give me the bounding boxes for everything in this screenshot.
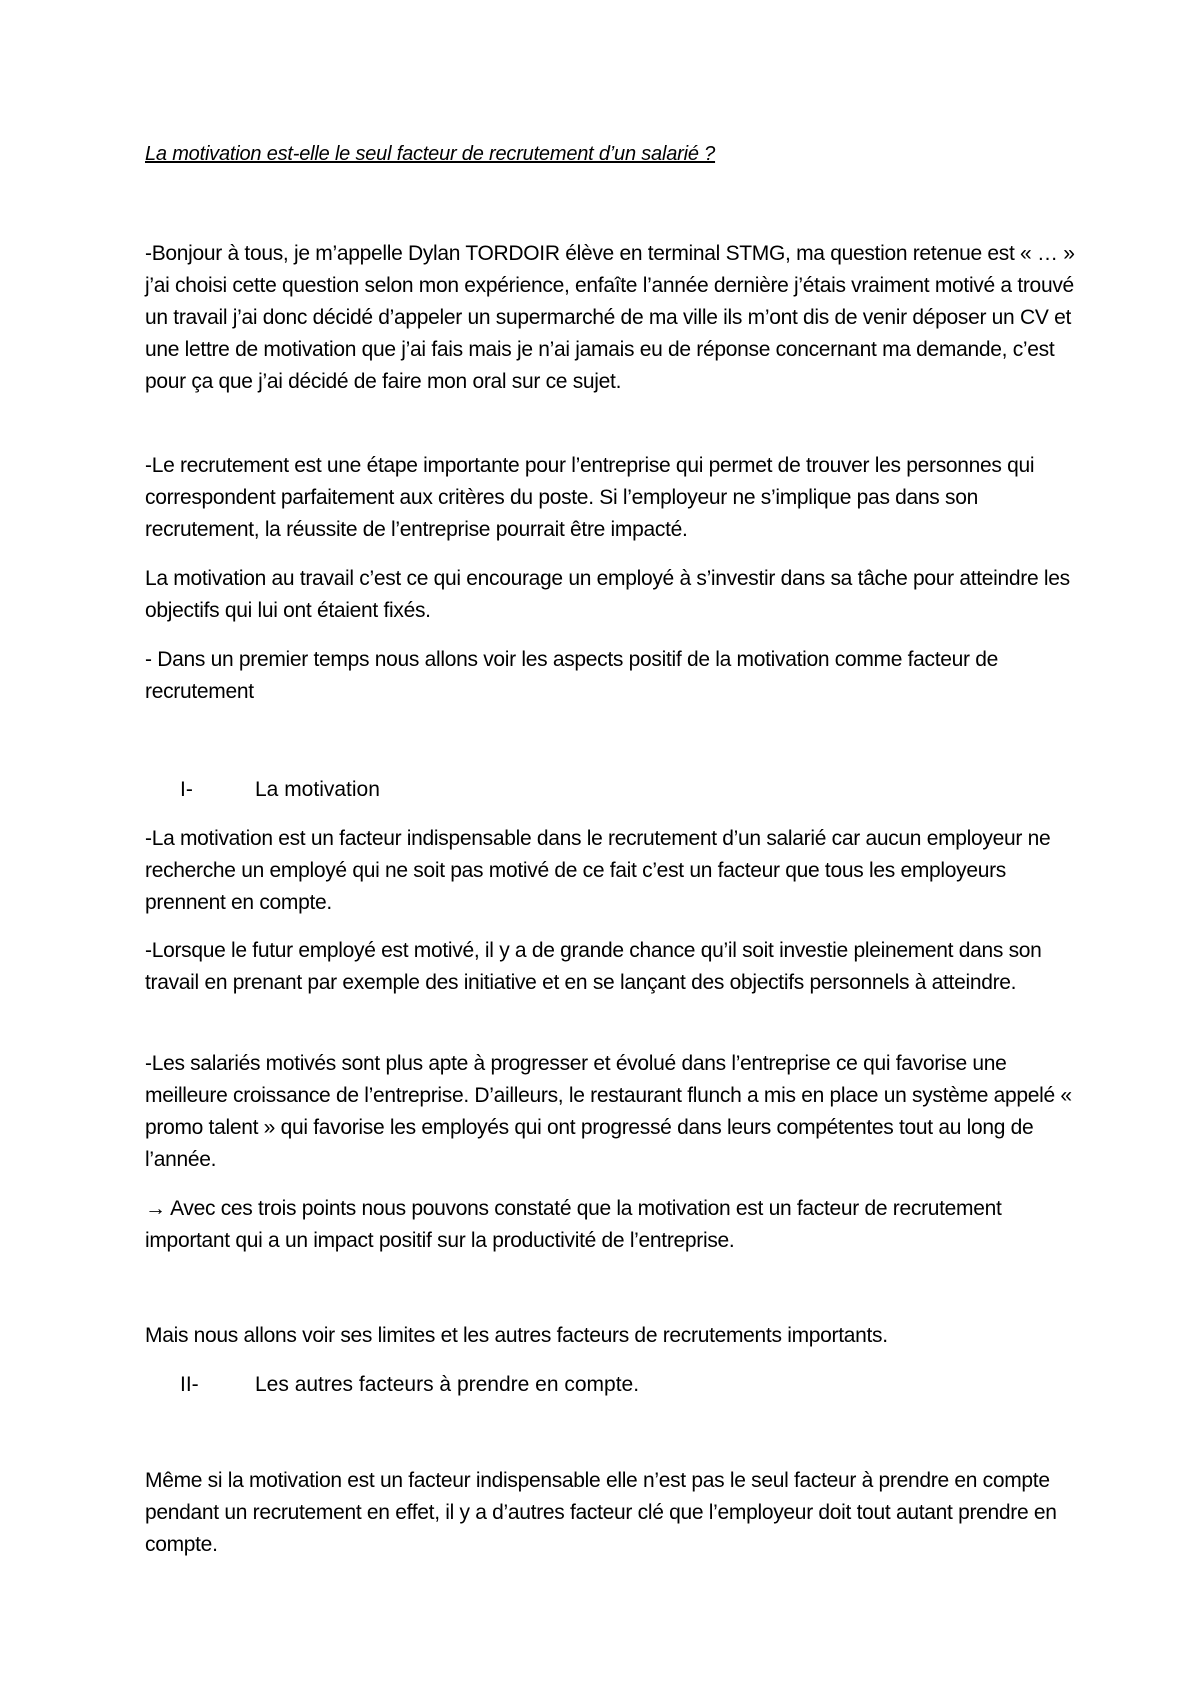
document-title: La motivation est-elle le seul facteur de recrutement d’un salarié ? [145,143,716,165]
intro-paragraph-3: La motivation au travail c’est ce qui encourage un employé à s’investir dans sa tâche pour atteindre les objectifs qui lui ont étaient fixés. [145,567,1070,622]
section-1-paragraph-1: -La motivation est un facteur indispensable dans le recrutement d’un salarié car aucun employeur ne recherche un employé qui ne soit pas motivé de ce fait c’est un facteur que tous les employeurs prennent en compte. [145,827,1051,914]
section-1-conclusion: → Avec ces trois points nous pouvons constaté que la motivation est un facteur de recrutement important qui a un impact positif sur la productivité de l’entreprise. [145,1197,1002,1252]
intro-paragraph-4: - Dans un premier temps nous allons voir les aspects positif de la motivation comme facteur de recrutement [145,648,999,703]
section-1-paragraph-3: -Les salariés motivés sont plus apte à progresser et évolué dans l’entreprise ce qui favorise une meilleure croissance de l’entreprise. D’ailleurs, le restaurant flunch a mis en place un système appelé « promo talent » qui favorise les employés qui ont progressé dans leurs compétentes tout au long de l’année. [145,1052,1072,1171]
section-2-number: II- [180,1373,199,1396]
section-1-paragraph-2: -Lorsque le futur employé est motivé, il y a de grande chance qu’il soit investie pleinement dans son travail en prenant par exemple des initiative et en se lançant des objectifs personnels à atteindre. [145,939,1042,994]
section-2-heading [180,1369,639,1401]
section-1-number: I- [180,778,193,801]
section-2-paragraph-1: Même si la motivation est un facteur indispensable elle n’est pas le seul facteur à prendre en compte pendant un recrutement en effet, il y a d’autres facteur clé que l’employeur doit tout autant prendre en compte. [145,1469,1057,1556]
section-2-title: Les autres facteurs à prendre en compte. [255,1373,640,1396]
section-1-heading [180,774,380,806]
transition-paragraph: Mais nous allons voir ses limites et les autres facteurs de recrutements importants. [145,1324,888,1347]
intro-paragraph-1: -Bonjour à tous, je m’appelle Dylan TORDOIR élève en terminal STMG, ma question retenue est « … » j’ai choisi cette question selon mon expérience, enfaîte l’année dernière j’étais vraiment motivé a trouvé un travail j’ai donc décidé d’appeler un supermarché de ma ville ils m’ont dis de venir déposer un CV et une lettre de motivation que j’ai fais mais je n’ai jamais eu de réponse concernant ma demande, c’est pour ça que j’ai décidé de faire mon oral sur ce sujet. [145,242,1075,393]
intro-paragraph-2: -Le recrutement est une étape importante pour l’entreprise qui permet de trouver les personnes qui correspondent parfaitement aux critères du poste. Si l’employeur ne s’implique pas dans son recrutement, la réussite de l’entreprise pourrait être impacté. [145,454,1035,541]
section-1-title: La motivation [255,778,380,801]
